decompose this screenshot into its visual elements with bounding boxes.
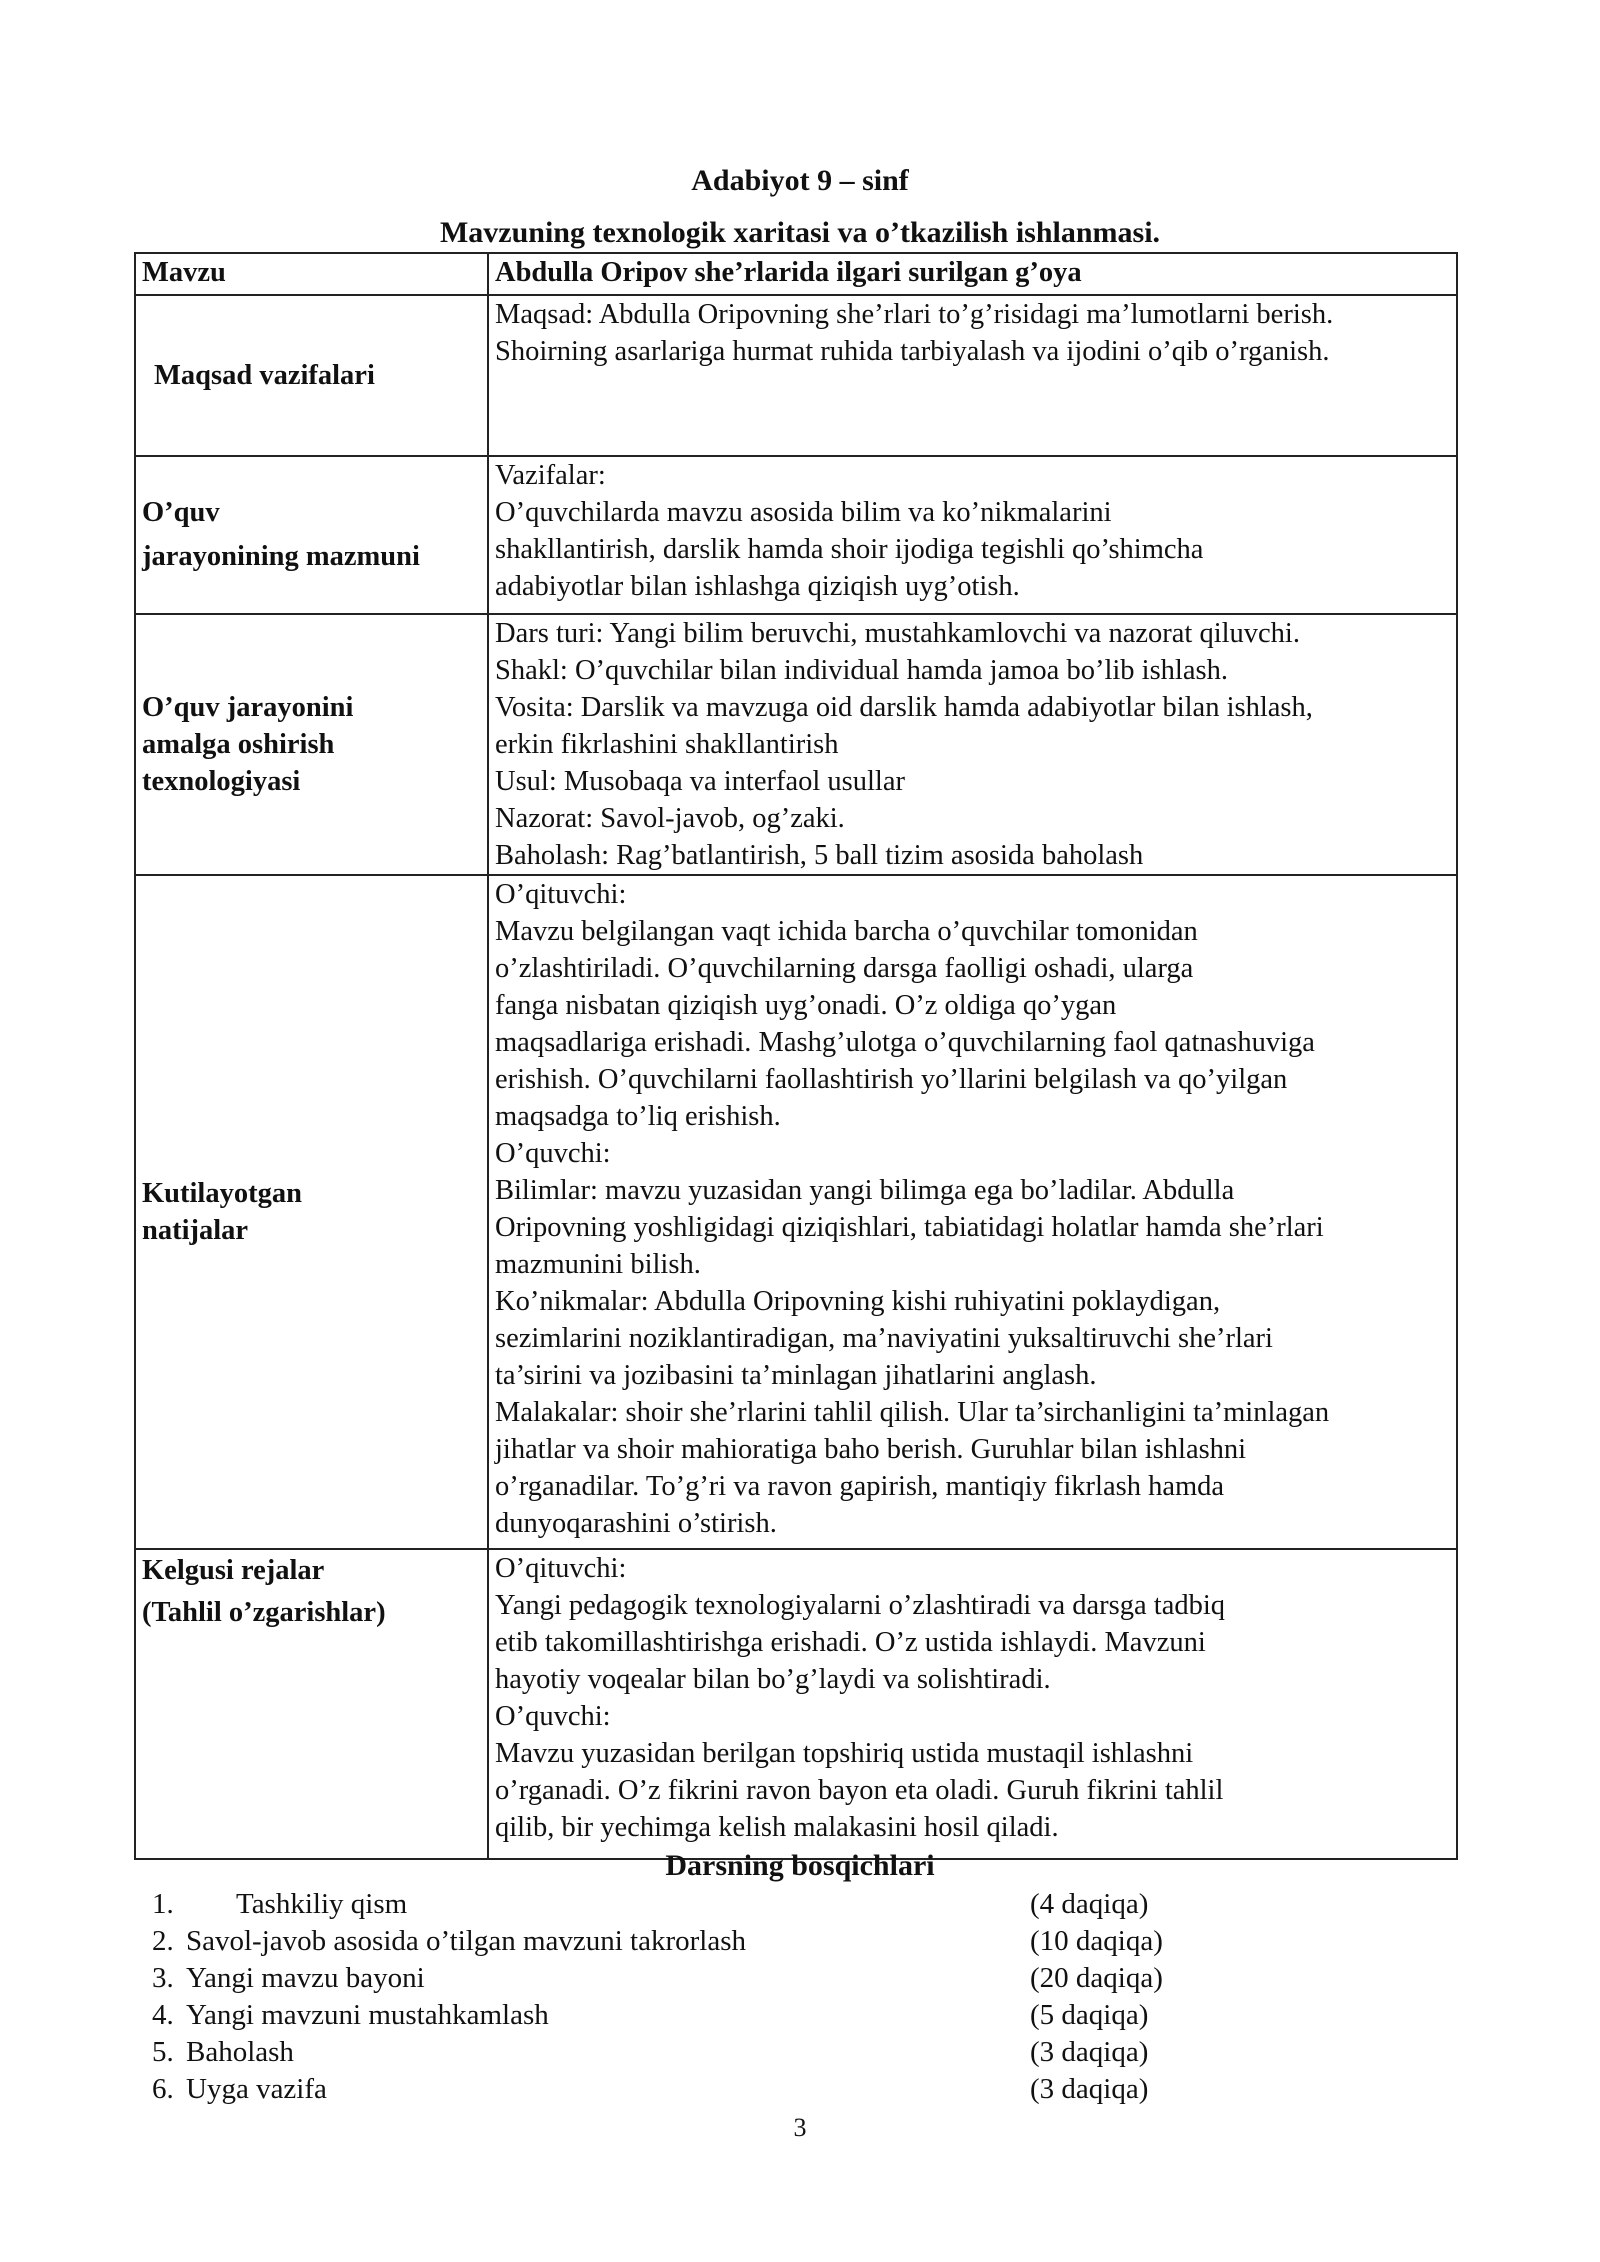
cell-text-line: o’rganadilar. To’g’ri va ravon gapirish, mantiqiy fikrlash hamda xyxy=(495,1471,1225,1502)
stage-name: Uyga vazifa xyxy=(186,2073,327,2105)
stage-number: 5. xyxy=(152,2036,174,2068)
natijalar-label-cell xyxy=(135,875,488,1549)
cell-text-line: fanga nisbatan qiziqish uyg’onadi. O’z oldiga qo’ygan xyxy=(495,990,1117,1021)
stage-item xyxy=(152,1997,1252,2034)
cell-text-line: o’rganadi. O’z fikrini ravon bayon eta oladi. Guruh fikrini tahlil xyxy=(495,1775,1224,1806)
document-subtitle: Mavzuning texnologik xaritasi va o’tkazilish ishlanmasi. xyxy=(439,216,1161,249)
mavzu-value: Abdulla Oripov she’rlarida ilgari surilgan g’oya xyxy=(488,253,1457,295)
cell-text-line: ta’sirini va jozibasini ta’minlagan jihatlarini anglash. xyxy=(495,1360,1097,1391)
stage-item xyxy=(152,1923,1252,1960)
cell-text-line: O’quvchilarda mavzu asosida bilim va ko’nikmalarini xyxy=(495,497,1112,528)
document-title: Adabiyot 9 – sinf xyxy=(691,164,909,197)
stage-name: Yangi mavzuni mustahkamlash xyxy=(186,1999,549,2031)
cell-text-line: etib takomillashtirishga erishadi. O’z ustida ishlaydi. Mavzuni xyxy=(495,1627,1206,1658)
cell-text-line: Shakl: O’quvchilar bilan individual hamda jamoa bo’lib ishlash. xyxy=(495,655,1228,686)
maqsad-label: Maqsad vazifalari xyxy=(154,360,375,391)
cell-text-line: Mavzu belgilangan vaqt ichida barcha o’quvchilar tomonidan xyxy=(495,916,1198,947)
cell-text-line: o’zlashtiriladi. O’quvchilarning darsga faolligi oshadi, ularga xyxy=(495,953,1194,984)
mavzu-label: Mavzu xyxy=(135,253,488,295)
table-row-rejalar xyxy=(135,1549,1457,1859)
stage-name: Yangi mavzu bayoni xyxy=(186,1962,425,1994)
cell-text-line: shakllantirish, darslik hamda shoir ijodiga tegishli qo’shimcha xyxy=(495,534,1204,565)
natijalar-content xyxy=(488,875,1457,1549)
cell-text-line: Mavzu yuzasidan berilgan topshiriq ustida mustaqil ishlashni xyxy=(495,1738,1194,1769)
cell-text-line: sezimlarini noziklantiradigan, ma’naviyatini yuksaltiruvchi she’rlari xyxy=(495,1323,1273,1354)
table-row-mavzu xyxy=(135,253,1457,295)
natijalar-label-line: Kutilayotgan xyxy=(142,1178,302,1209)
stage-number: 2. xyxy=(152,1925,174,1957)
stages-list xyxy=(152,1886,1252,2108)
texnologiya-content xyxy=(488,614,1457,875)
stage-item xyxy=(152,1886,1252,1923)
cell-text-line: Dars turi: Yangi bilim beruvchi, mustahkamlovchi va nazorat qiluvchi. xyxy=(495,618,1300,649)
cell-text-line: O’quvchi: xyxy=(495,1138,611,1169)
mazmun-content xyxy=(488,456,1457,614)
stage-number: 3. xyxy=(152,1962,174,1994)
table-row-natijalar xyxy=(135,875,1457,1549)
stage-duration: (10 daqiqa) xyxy=(1030,1925,1163,1957)
rejalar-label-line: Kelgusi rejalar xyxy=(142,1555,325,1586)
stage-item xyxy=(152,2034,1252,2071)
cell-text-line: Ko’nikmalar: Abdulla Oripovning kishi ruhiyatini poklaydigan, xyxy=(495,1286,1221,1317)
cell-text-line: mazmunini bilish. xyxy=(495,1249,701,1280)
cell-text-line: O’qituvchi: xyxy=(495,879,627,910)
maqsad-label-cell xyxy=(135,295,488,456)
cell-text-line: maqsadga to’liq erishish. xyxy=(495,1101,781,1132)
cell-text-line: erishish. O’quvchilarni faollashtirish yo’llarini belgilash va qo’yilgan xyxy=(495,1064,1288,1095)
maqsad-content xyxy=(488,295,1457,456)
cell-text-line: qilib, bir yechimga kelish malakasini hosil qiladi. xyxy=(495,1812,1059,1843)
stage-number: 6. xyxy=(152,2073,174,2105)
technology-map-table xyxy=(134,252,1458,1860)
natijalar-label-line: natijalar xyxy=(142,1215,249,1246)
stage-duration: (3 daqiqa) xyxy=(1030,2036,1149,2068)
texnologiya-label-cell xyxy=(135,614,488,875)
texnologiya-label-line: texnologiyasi xyxy=(142,766,301,797)
cell-text-line: Vosita: Darslik va mavzuga oid darslik hamda adabiyotlar bilan ishlash, xyxy=(495,692,1313,723)
rejalar-label-cell xyxy=(135,1549,488,1859)
mazmun-label-line: jarayonining mazmuni xyxy=(142,541,420,572)
rejalar-content xyxy=(488,1549,1457,1859)
cell-text-line: Oripovning yoshligidagi qiziqishlari, tabiatidagi holatlar hamda she’rlari xyxy=(495,1212,1324,1243)
stage-name: Tashkiliy qism xyxy=(236,1888,408,1920)
stage-name: Savol-javob asosida o’tilgan mavzuni takrorlash xyxy=(186,1925,747,1957)
cell-text-line: maqsadlariga erishadi. Mashg’ulotga o’quvchilarning faol qatnashuviga xyxy=(495,1027,1315,1058)
cell-text-line: O’qituvchi: xyxy=(495,1553,627,1584)
rejalar-label-line: (Tahlil o’zgarishlar) xyxy=(142,1597,386,1628)
table-row-mazmun xyxy=(135,456,1457,614)
cell-text-line: hayotiy voqealar bilan bo’g’laydi va solishtiradi. xyxy=(495,1664,1051,1695)
texnologiya-label-line: O’quv jarayonini xyxy=(142,692,354,723)
cell-text-line: Yangi pedagogik texnologiyalarni o’zlashtiradi va darsga tadbiq xyxy=(495,1590,1226,1621)
mazmun-label-cell xyxy=(135,456,488,614)
cell-text-line: Vazifalar: xyxy=(495,460,606,491)
page-number: 3 xyxy=(793,2113,807,2142)
stage-duration: (5 daqiqa) xyxy=(1030,1999,1149,2031)
stage-duration: (3 daqiqa) xyxy=(1030,2073,1149,2105)
stage-item xyxy=(152,1960,1252,1997)
cell-text-line: Nazorat: Savol-javob, og’zaki. xyxy=(495,803,845,834)
cell-text-line: Shoirning asarlariga hurmat ruhida tarbiyalash va ijodini o’qib o’rganish. xyxy=(495,336,1330,367)
stages-title: Darsning bosqichlari xyxy=(665,1849,935,1882)
cell-text-line: Maqsad: Abdulla Oripovning she’rlari to’g’risidagi ma’lumotlarni berish. xyxy=(495,299,1334,330)
stage-number: 1. xyxy=(152,1888,174,1920)
cell-text-line: adabiyotlar bilan ishlashga qiziqish uyg’otish. xyxy=(495,571,1020,602)
table-row-maqsad xyxy=(135,295,1457,456)
mazmun-label-line: O’quv xyxy=(142,497,220,528)
cell-text-line: Malakalar: shoir she’rlarini tahlil qilish. Ular ta’sirchanligini ta’minlagan xyxy=(495,1397,1330,1428)
cell-text-line: Usul: Musobaqa va interfaol usullar xyxy=(495,766,905,797)
cell-text-line: dunyoqarashini o’stirish. xyxy=(495,1508,777,1539)
cell-text-line: O’quvchi: xyxy=(495,1701,611,1732)
stage-item xyxy=(152,2071,1252,2108)
cell-text-line: jihatlar va shoir mahioratiga baho berish. Guruhlar bilan ishlashni xyxy=(495,1434,1247,1465)
cell-text-line: Baholash: Rag’batlantirish, 5 ball tizim asosida baholash xyxy=(495,840,1144,871)
stage-duration: (4 daqiqa) xyxy=(1030,1888,1149,1920)
stage-duration: (20 daqiqa) xyxy=(1030,1962,1163,1994)
texnologiya-label-line: amalga oshirish xyxy=(142,729,335,760)
stage-number: 4. xyxy=(152,1999,174,2031)
stage-name: Baholash xyxy=(186,2036,294,2068)
cell-text-line: Bilimlar: mavzu yuzasidan yangi bilimga ega bo’ladilar. Abdulla xyxy=(495,1175,1235,1206)
cell-text-line: erkin fikrlashini shakllantirish xyxy=(495,729,839,760)
table-row-texnologiya xyxy=(135,614,1457,875)
